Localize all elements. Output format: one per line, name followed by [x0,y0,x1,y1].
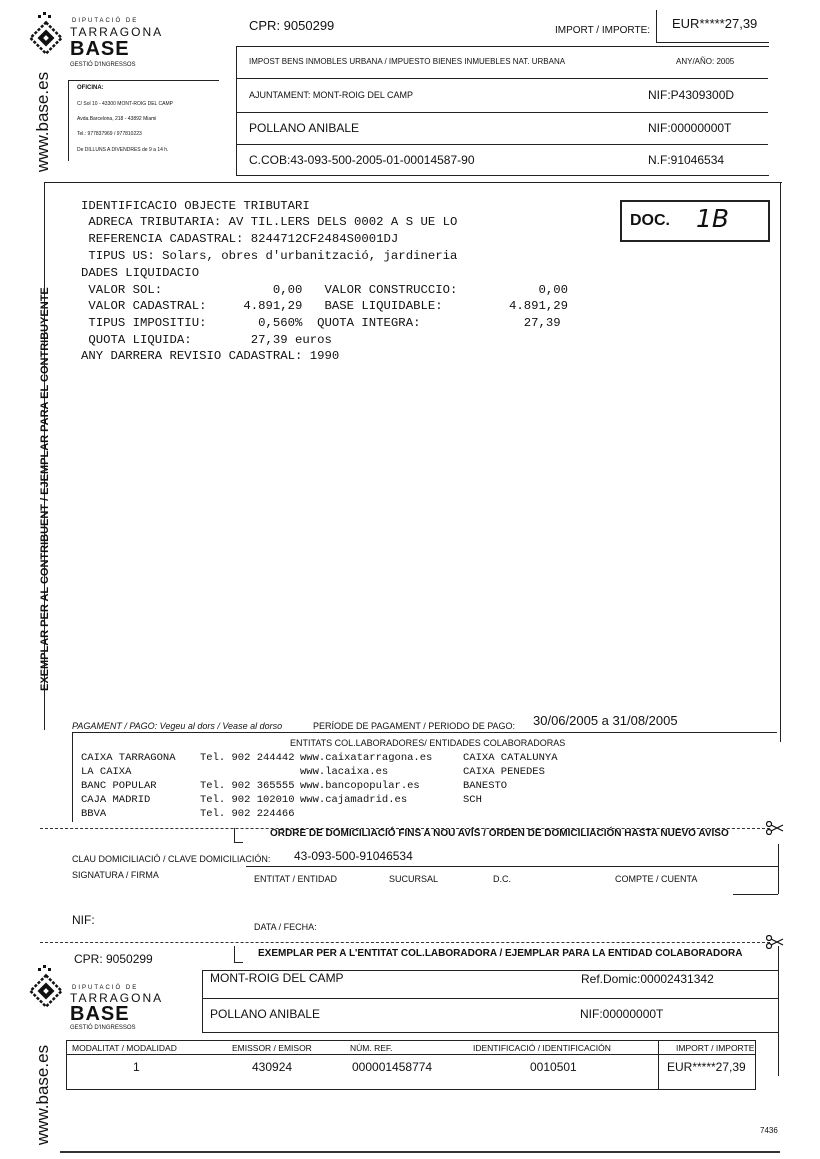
brand-name: BASE [70,1003,130,1025]
cpr-number: CPR: 9050299 [249,18,335,33]
import-label: IMPORT / IMPORTE: [555,25,651,36]
stub-header-identificacio: IDENTIFICACIÓ / IDENTIFICACIÓN [473,1043,611,1053]
detail-line: TIPUS IMPOSITIU: 0,560% QUOTA INTEGRA: 27,39 [81,316,561,330]
entity-label: ENTITAT / ENTIDAD [254,874,338,884]
brand-sub: GESTIÓ D'INGRESSOS [70,1025,136,1031]
side-label: EXEMPLAR PER AL CONTRIBUENT / EJEMPLAR PARA EL CONTRIBUYENTE [39,287,51,691]
entity-other: CAIXA PENEDES [463,766,545,778]
stub-logo [22,965,164,1033]
office-line1: C/ Sol 10 - 43300 MONT-ROIG DEL CAMP [77,101,173,107]
stub-value-identificacio: 0010501 [530,1060,577,1074]
brand-sub: GESTIÓ D'INGRESSOS [70,62,136,68]
detail-line: ANY DARRERA REVISIO CADASTRAL: 1990 [81,349,340,363]
doc-stamp [620,200,770,242]
entity-phone: Tel. 902 102010 [200,794,295,806]
payment-label: PAGAMENT / PAGO: Vegeu al dors / Vease al dorso [72,721,283,731]
entity-other: SCH [463,794,482,806]
stub-title: EXEMPLAR PER A L'ENTITAT COL.LABORADORA / EJEMPLAR PARA LA ENTIDAD COLABORADORA [258,948,743,959]
detail-line: VALOR CADASTRAL: 4.891,29 BASE LIQUIDABLE: 4.891,29 [81,299,569,313]
entity-name: BANC POPULAR [81,780,157,792]
stub-title-box [234,946,243,963]
period-value: 30/06/2005 a 31/08/2005 [533,713,678,728]
office-hours: De DILLUNS A DIVENDRES de 9 a 14 h. [77,147,169,153]
nf-number: N.F:91046534 [648,153,725,167]
key-value: 43-093-500-91046534 [294,849,413,863]
brand-small: DIPUTACIÓ DE [72,985,139,991]
dc-label: D.C. [493,874,511,884]
import-value: EUR*****27,39 [672,16,758,31]
stamp-prefix: DOC. [630,212,670,229]
stub-value-emissor: 430924 [252,1060,293,1074]
diamond-logo-icon [28,12,64,56]
stub-cpr: CPR: 9050299 [74,952,153,966]
council-name: AJUNTAMENT: MONT-ROIG DEL CAMP [249,90,414,100]
bottom-scan-edge [60,1151,780,1153]
entity-other: CAIXA CATALUNYA [463,752,558,764]
period-label: PERÍODE DE PAGAMENT / PERIODO DE PAGO: [313,721,516,731]
signature-label: SIGNATURA / FIRMA [72,870,159,880]
office-line2: Avda.Barcelona, 218 - 43892 Miami [77,116,157,122]
taxpayer-nif: NIF:00000000T [648,121,732,135]
footer-code: 7436 [760,1126,778,1135]
key-label: CLAU DOMICILIACIÓ / CLAVE DOMICILIACIÓN: [72,854,271,864]
brand-small: DIPUTACIÓ DE [72,18,139,24]
stub-value-modalitat: 1 [133,1060,140,1074]
detail-line: TIPUS US: Solars, obres d'urbanització, jardineria [81,249,458,263]
side-url[interactable]: www.base.es [33,1044,52,1146]
entity-name: CAIXA TARRAGONA [81,752,176,764]
branch-label: SUCURSAL [389,874,439,884]
stub-header-modalitat: MODALITAT / MODALIDAD [72,1043,177,1053]
base-logo [22,12,164,72]
domiciliation-title: ORDRE DE DOMICILIACIÓ FINS A NOU AVÍS / ORDEN DE DOMICILIACIÓN HASTA NUEVO AVISO [270,828,729,839]
stub-header-import: IMPORT / IMPORTE [676,1043,755,1053]
stub-council: MONT-ROIG DEL CAMP [210,971,344,985]
detail-line: IDENTIFICACIO OBJECTE TRIBUTARI [81,199,310,213]
stub-value-num-ref: 000001458774 [352,1060,433,1074]
nif-label: NIF: [72,913,95,927]
entity-web[interactable]: www.cajamadrid.es [300,794,408,806]
taxpayer-name: POLLANO ANIBALE [249,121,360,135]
stub-value-import: EUR*****27,39 [667,1060,746,1074]
detail-line: VALOR SOL: 0,00 VALOR CONSTRUCCIO: 0,00 [81,283,569,297]
stamp-number: 1B [696,204,730,233]
date-label: DATA / FECHA: [254,922,317,932]
entity-phone: Tel. 902 244442 [200,752,295,764]
detail-line: ADRECA TRIBUTARIA: AV TIL.LERS DELS 0002 A S UE LO [81,215,458,229]
tax-year: ANY/AÑO: 2005 [676,57,735,66]
brand-city: TARRAGONA [70,25,164,39]
entity-other: BANESTO [463,780,508,792]
scissors-icon [766,821,784,835]
cut-line [40,942,770,943]
stub-header-num-ref: NÚM. REF. [350,1043,393,1053]
detail-line: QUOTA LIQUIDA: 27,39 euros [81,333,332,347]
entity-phone: Tel. 902 224466 [200,808,295,820]
scissors-icon [766,935,784,949]
entity-name: BBVA [81,808,107,820]
entity-web[interactable]: www.caixatarragona.es [300,752,433,764]
stub-ref-domic: Ref.Domic:00002431342 [581,972,714,986]
diamond-logo-icon [28,965,64,1009]
entities-title: ENTITATS COL.LABORADORES/ ENTIDADES COLABORADORAS [290,738,566,748]
entity-web[interactable]: www.lacaixa.es [300,766,389,778]
stub-taxpayer-nif: NIF:00000000T [580,1007,664,1021]
entity-web[interactable]: www.bancopopular.es [300,780,420,792]
side-url[interactable]: www.base.es [33,71,52,173]
tax-name: IMPOST BENS INMOBLES URBANA / IMPUESTO BIENES INMUEBLES NAT. URBANA [249,57,566,66]
detail-line: REFERENCIA CADASTRAL: 8244712CF2484S0001DJ [81,232,399,246]
entity-phone: Tel. 902 365555 [200,780,295,792]
brand-name: BASE [70,38,130,60]
detail-line: DADES LIQUIDACIO [81,266,200,280]
entity-name: LA CAIXA [81,766,132,778]
entity-name: CAJA MADRID [81,794,151,806]
office-phone: Tel.: 977837969 / 977810223 [77,131,142,137]
domiciliation-title-box [234,828,243,843]
brand-city: TARRAGONA [70,991,164,1005]
office-label: OFICINA: [77,85,104,91]
ccob-code: C.COB:43-093-500-2005-01-00014587-90 [249,153,475,167]
stub-taxpayer: POLLANO ANIBALE [210,1007,321,1021]
account-label: COMPTE / CUENTA [615,874,698,884]
office-box [68,80,219,161]
stub-header-emissor: EMISSOR / EMISOR [232,1043,312,1053]
council-nif: NIF:P4309300D [648,88,735,102]
